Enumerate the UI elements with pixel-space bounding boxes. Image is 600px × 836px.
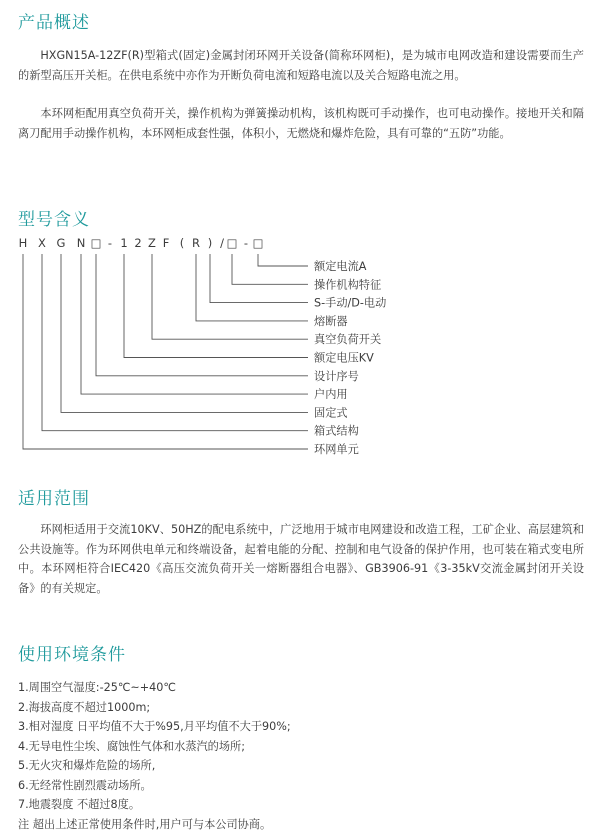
model-legend-label: 真空负荷开关	[314, 333, 382, 347]
leader-line	[61, 254, 308, 412]
model-code-char: F	[162, 236, 170, 250]
model-legend-label: 设计序号	[314, 369, 359, 383]
overview-title: 产品概述	[18, 13, 90, 33]
model-legend-label: 操作机构特征	[314, 278, 382, 292]
model-code-char: G	[56, 236, 66, 250]
leader-line	[23, 254, 308, 449]
leader-line	[42, 254, 308, 431]
environment-item: 1.周围空气湿度:-25℃~+40℃	[18, 681, 176, 694]
environment-item: 5.无火灾和爆炸危险的场所,	[18, 759, 156, 772]
environment-item: 6.无经常性剧烈震动场所。	[18, 778, 152, 792]
leader-line	[258, 254, 308, 266]
environment-list	[18, 678, 584, 834]
model-code-char: X	[38, 236, 46, 250]
model-code-char: R	[192, 236, 200, 250]
model-code-char: -	[243, 236, 249, 250]
model-code-char: )	[207, 236, 213, 250]
model-code-char: □	[90, 236, 102, 250]
model-title: 型号含义	[18, 210, 90, 230]
leader-line	[152, 254, 308, 339]
environment-item: 7.地震裂度 不超过8度。	[18, 798, 141, 811]
model-code-char: N	[76, 236, 86, 250]
model-code-char: H	[18, 236, 28, 250]
model-code-char: -	[107, 236, 113, 250]
leader-line	[232, 254, 308, 284]
model-code-char: 2	[134, 236, 142, 250]
environment-item: 4.无导电性尘埃、腐蚀性气体和水蒸汽的场所;	[18, 739, 246, 753]
environment-title: 使用环境条件	[18, 645, 126, 665]
model-legend-label: 固定式	[314, 406, 348, 420]
model-code-char: 1	[120, 236, 128, 250]
leader-line	[196, 254, 308, 321]
model-legend-label: 户内用	[314, 388, 348, 402]
model-legend-label: 额定电流A	[314, 260, 367, 273]
model-code-char: □	[226, 236, 238, 250]
model-code-diagram	[0, 230, 600, 455]
model-legend-label: 额定电压KV	[314, 351, 374, 365]
model-code-char: Z	[148, 236, 156, 250]
model-code-char: /	[220, 236, 224, 250]
leader-line	[210, 254, 308, 303]
environment-item: 3.相对湿度 日平均值不大于%95,月平均值不大于90%;	[18, 720, 291, 733]
overview-paragraph-1: HXGN15A-12ZF(R)型箱式(固定)金属封闭环网开关设备(简称环网柜)，是为城市电网改造和建设需要而生产的新型高压开关柜。在供电系统中亦作为开断负荷电流和短路电流以及关合短路电流之用。	[18, 49, 584, 82]
scope-title: 适用范围	[18, 489, 90, 509]
model-legend-label: 熔断器	[314, 314, 348, 328]
overview-paragraph-2: 本环网柜配用真空负荷开关，操作机构为弹簧操动机构，该机构既可手动操作，也可电动操作。接地开关和隔离刀配用手动操作机构，本环网柜成套性强，体积小，无燃烧和爆炸危险，具有可靠的“五防”功能。	[18, 107, 584, 140]
scope-paragraph: 环网柜适用于交流10KV、50HZ的配电系统中，广泛地用于城市电网建设和改造工程，工矿企业、高层建筑和公共设施等。作为环网供电单元和终端设备，起着电能的分配、控制和电气设备的保护作用，也可装在箱式变电所中。本环网柜符合IEC420《高压交流负荷开关一熔断器组合电器》、GB3906-91《3-35kV交流金属封闭开关设备》的有关规定。	[18, 523, 584, 595]
model-legend-label: S-手动/D-电动	[314, 296, 387, 310]
model-legend-label: 箱式结构	[314, 424, 359, 438]
environment-item: 2.海拔高度不超过1000m;	[18, 700, 151, 714]
model-legend-label: 环网单元	[314, 443, 359, 455]
environment-note: 注 超出上述正常使用条件时,用户可与本公司协商。	[18, 817, 272, 831]
model-code-char: (	[179, 236, 185, 250]
model-code-char: □	[252, 236, 264, 250]
leader-line	[81, 254, 308, 394]
